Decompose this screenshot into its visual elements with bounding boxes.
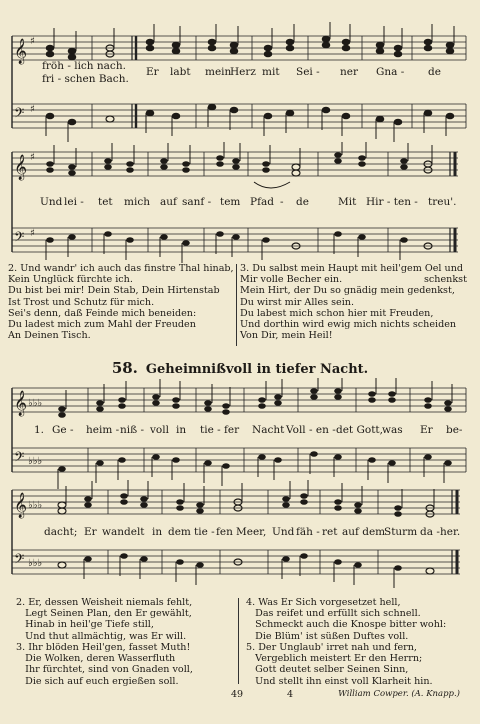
hymn58-s1-lyric: fer bbox=[224, 424, 240, 436]
hymn58-verse4: 4. Was Er Sich vorgesetzet hell, Das reifet und erfüllt sich schnell. Schmeckt auch die Knospe bitter wohl: Die Blüm' ist süßen Duftes voll. bbox=[246, 597, 447, 642]
hymn57-s2-lyric: auf bbox=[160, 196, 177, 208]
hymn57-verse3-overflow: schenkst bbox=[424, 274, 467, 285]
hymn58-s2-lyric: in bbox=[152, 526, 163, 538]
hymn57-s2-lyric: tet bbox=[98, 196, 113, 208]
hymn58-s2-lyric: Er bbox=[84, 526, 97, 538]
svg-text:𝄞: 𝄞 bbox=[14, 39, 28, 64]
hymn58-verse2: 2. Er, dessen Weisheit niemals fehlt, Legt Seinen Plan, den Er gewählt, Hinab in heil'ge Tiefe still, Und thut allmächtig, was Er will. bbox=[16, 597, 193, 642]
hymn58-s1-lyric: heim - bbox=[86, 424, 120, 436]
hymn57-s1-lyric: Herz bbox=[230, 66, 256, 78]
hymn58-s1-lyric: Ge - bbox=[52, 424, 74, 436]
hymn58-s1-lyric: tie - bbox=[200, 424, 221, 436]
hymn57-s2-lyric: lei - bbox=[64, 196, 84, 208]
hymn58-s2-lyric: ret bbox=[322, 526, 338, 538]
hymn57-s1-lyric: mein bbox=[205, 66, 232, 78]
svg-text:♯: ♯ bbox=[30, 228, 35, 239]
hymn57-s2-lyric: Und bbox=[40, 196, 63, 208]
hymn58-s1-lyric: Nacht bbox=[252, 424, 285, 436]
hymn-marker: 4 bbox=[287, 689, 294, 700]
hymn57-s2-lyric: treu'. bbox=[428, 196, 457, 208]
svg-text:𝄢: 𝄢 bbox=[14, 105, 25, 124]
hymn58-s1-lyric: det Gott, bbox=[336, 424, 383, 436]
hymn58-system1-staves bbox=[0, 378, 480, 494]
hymn58-s2-lyric: Meer, bbox=[236, 526, 267, 538]
hymn58-s1-lyric: Voll - en - bbox=[286, 424, 336, 436]
svg-text:𝄞: 𝄞 bbox=[14, 155, 28, 180]
svg-text:𝄞: 𝄞 bbox=[14, 493, 28, 518]
hymn58-system2-staves bbox=[0, 480, 480, 596]
hymn57-system1 bbox=[0, 22, 480, 152]
hymn58-system1 bbox=[0, 378, 480, 494]
hymn57-s1-lyric-left2: fri - schen Bach. bbox=[42, 73, 129, 85]
hymn58-s1-lyric: was bbox=[382, 424, 403, 436]
hymn58-s2-lyric: Und bbox=[272, 526, 295, 538]
hymn58-s1-lyric: Er bbox=[420, 424, 433, 436]
hymn58-s2-lyric: wandelt bbox=[102, 526, 145, 538]
svg-text:♯: ♯ bbox=[30, 36, 35, 47]
hymn-title: Geheimnißvoll in tiefer Nacht. bbox=[145, 362, 369, 377]
svg-text:𝄢: 𝄢 bbox=[14, 229, 25, 248]
hymn57-s2-lyric: Hir - ten - bbox=[366, 196, 418, 208]
hymn57-s1-lyric: labt bbox=[170, 66, 191, 78]
hymn58-s2-lyric: auf dem bbox=[342, 526, 386, 538]
hymn58-s1-lyric: in bbox=[176, 424, 187, 436]
hymn58-s2-lyric: dem bbox=[168, 526, 191, 538]
hymn57-s1-lyric-left1: fröh - lich nach. bbox=[42, 60, 126, 72]
hymn58-s2-lyric: fäh - bbox=[296, 526, 320, 538]
svg-text:𝄢: 𝄢 bbox=[14, 449, 25, 468]
svg-text:𝄞: 𝄞 bbox=[14, 391, 28, 416]
svg-text:♯: ♯ bbox=[30, 104, 35, 115]
hymn58-system2 bbox=[0, 480, 480, 596]
hymn57-s1-lyric: mit bbox=[262, 66, 280, 78]
hymn58-s2-lyric: her. bbox=[440, 526, 461, 538]
verse-divider bbox=[238, 598, 239, 684]
verse-divider bbox=[236, 264, 237, 346]
hymn58-s2-lyric: tie - bbox=[194, 526, 215, 538]
hymn58-verse5: 5. Der Unglaub' irret nah und fern, Vergeblich meistert Er den Herrn; Gott deutet selber Seinen Sinn, Und stellt ihn einst voll Klarheit hin. bbox=[246, 642, 433, 687]
svg-text:♭♭♭: ♭♭♭ bbox=[28, 456, 43, 467]
hymn58-s1-lyric: niß - bbox=[120, 424, 145, 436]
hymn58-heading bbox=[0, 359, 480, 377]
hymn57-s2-lyric: Pfad bbox=[250, 196, 274, 208]
hymn57-s1-lyric: de bbox=[428, 66, 441, 78]
hymn57-verse2: 2. Und wandr' ich auch das finstre Thal hinab, Kein Unglück fürchte ich. Du bist bei mir! Dein Stab, Dein Hirtenstab Ist Trost und Schutz für mich. Sei's denn, daß Feinde mich beneiden: Du ladest mich zum Mahl der Freuden An Deinen Tisch. bbox=[8, 263, 234, 342]
hymn57-s2-lyric: tem bbox=[220, 196, 241, 208]
hymn57-verse3: 3. Du salbst mein Haupt mit heil'gem Oel und Mir volle Becher ein. Mein Hirt, der Du so gnädig mein gedenkst, Du wirst mir Alles sein. Du labest mich schon hier mit Freuden, Und dorthin wird ewig mich nichts scheiden Von Dir, mein Heil! bbox=[240, 263, 464, 342]
hymn58-verse3: 3. Ihr blöden Heil'gen, fasset Muth! Die Wolken, deren Wasserfluth Ihr fürchtet, sind von Gnaden voll, Die sich auf euch ergießen soll. bbox=[16, 642, 193, 687]
author-credit: William Cowper. (A. Knapp.) bbox=[338, 689, 460, 699]
svg-text:♯: ♯ bbox=[30, 152, 35, 163]
svg-text:♭♭♭: ♭♭♭ bbox=[28, 398, 43, 409]
hymn58-s2-lyric: da - bbox=[420, 526, 440, 538]
page-number: 49 bbox=[231, 689, 244, 700]
hymn57-s1-lyric: Gna - bbox=[376, 66, 405, 78]
svg-text:𝄢: 𝄢 bbox=[14, 551, 25, 570]
hymn57-s2-lyric: de bbox=[296, 196, 309, 208]
hymn57-s1-lyric: Er bbox=[146, 66, 159, 78]
hymn58-s1-lyric: be- bbox=[446, 424, 463, 436]
svg-text:♭♭♭: ♭♭♭ bbox=[28, 558, 43, 569]
hymn57-s2-lyric: sanf - bbox=[182, 196, 212, 208]
hymn58-s2-lyric: dacht; bbox=[44, 526, 78, 538]
hymn57-system1-staves bbox=[0, 22, 480, 152]
hymn58-s1-lyric: 1. bbox=[34, 424, 45, 436]
hymn57-s2-lyric: - bbox=[280, 196, 284, 208]
hymn58-s2-lyric: Sturm bbox=[384, 526, 418, 538]
hymn58-s1-lyric: voll bbox=[150, 424, 169, 436]
hymn57-s2-lyric: mich bbox=[124, 196, 150, 208]
hymn58-s2-lyric: fen bbox=[216, 526, 233, 538]
hymn57-s1-lyric: ner bbox=[340, 66, 358, 78]
hymn57-s2-lyric: Mit bbox=[338, 196, 357, 208]
hymn-number: 58. bbox=[111, 359, 138, 377]
hymn57-s1-lyric: Sei - bbox=[296, 66, 320, 78]
svg-text:♭♭♭: ♭♭♭ bbox=[28, 500, 43, 511]
